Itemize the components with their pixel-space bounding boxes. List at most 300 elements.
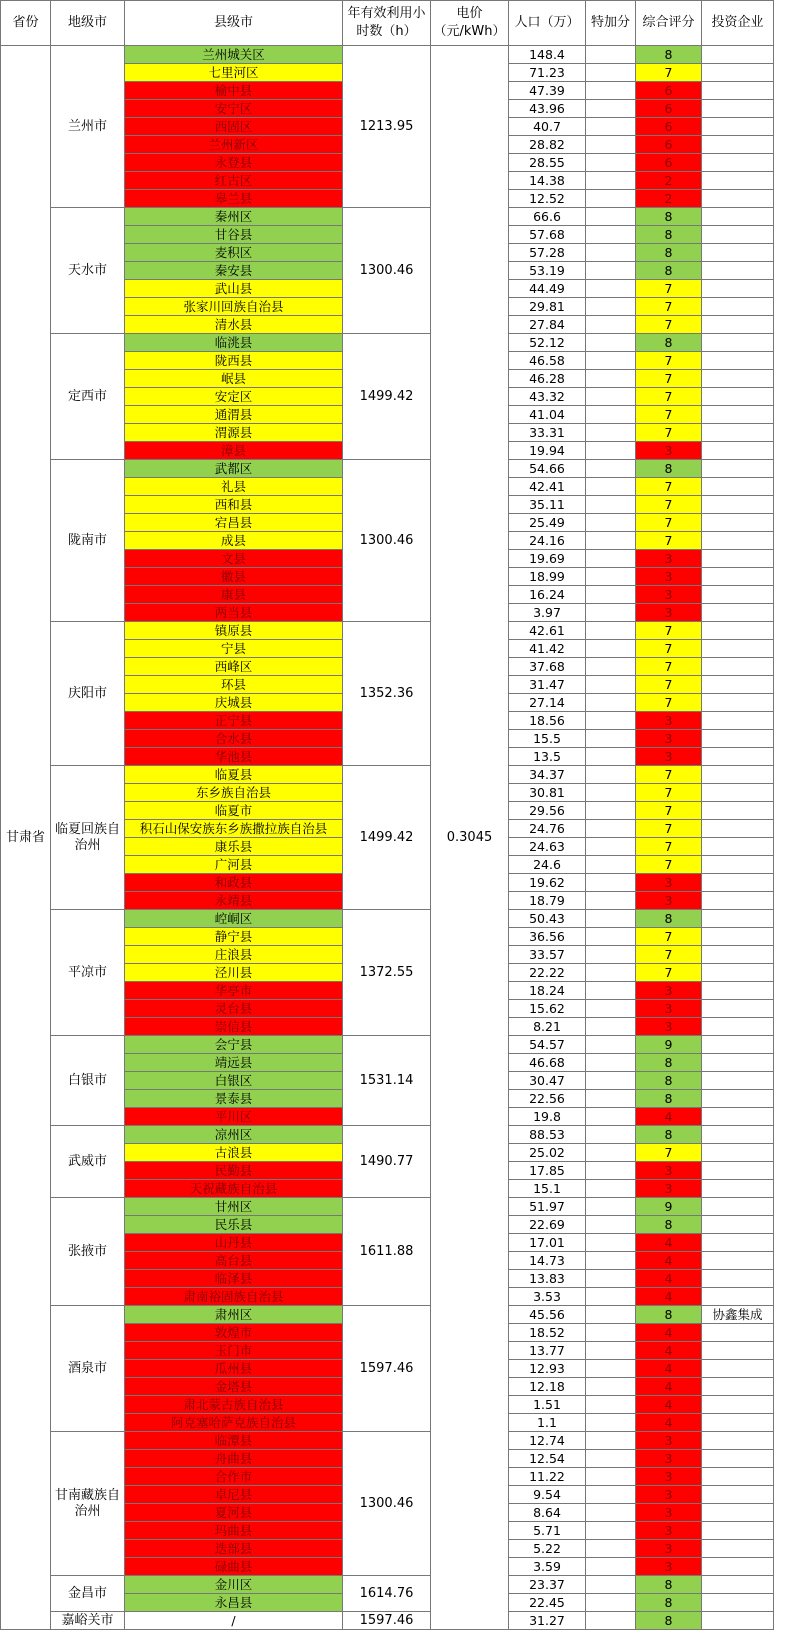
hours-cell: 1352.36 xyxy=(343,622,431,766)
county-cell: 白银区 xyxy=(125,1072,343,1090)
population-cell: 66.6 xyxy=(509,208,586,226)
population-cell: 71.23 xyxy=(509,64,586,82)
company-cell xyxy=(702,1072,774,1090)
bonus-cell xyxy=(586,424,636,442)
hours-cell: 1499.42 xyxy=(343,766,431,910)
population-cell: 54.66 xyxy=(509,460,586,478)
population-cell: 33.57 xyxy=(509,946,586,964)
bonus-cell xyxy=(586,892,636,910)
county-cell: 康县 xyxy=(125,586,343,604)
score-cell: 7 xyxy=(636,694,702,712)
county-cell: 宕昌县 xyxy=(125,514,343,532)
county-cell: 礼县 xyxy=(125,478,343,496)
county-cell: 西固区 xyxy=(125,118,343,136)
bonus-cell xyxy=(586,1162,636,1180)
score-cell: 7 xyxy=(636,388,702,406)
bonus-cell xyxy=(586,1522,636,1540)
company-cell xyxy=(702,280,774,298)
bonus-cell xyxy=(586,1054,636,1072)
population-cell: 15.62 xyxy=(509,1000,586,1018)
population-cell: 5.71 xyxy=(509,1522,586,1540)
bonus-cell xyxy=(586,838,636,856)
score-cell: 2 xyxy=(636,190,702,208)
bonus-cell xyxy=(586,64,636,82)
company-cell xyxy=(702,1198,774,1216)
company-cell xyxy=(702,1180,774,1198)
bonus-cell xyxy=(586,1216,636,1234)
score-cell: 7 xyxy=(636,622,702,640)
bonus-cell xyxy=(586,208,636,226)
company-cell xyxy=(702,550,774,568)
bonus-cell xyxy=(586,1252,636,1270)
bonus-cell xyxy=(586,1486,636,1504)
county-cell: 秦安县 xyxy=(125,262,343,280)
bonus-cell xyxy=(586,802,636,820)
company-cell xyxy=(702,316,774,334)
population-cell: 148.4 xyxy=(509,46,586,64)
company-cell xyxy=(702,1090,774,1108)
bonus-cell xyxy=(586,1270,636,1288)
county-cell: 泾川县 xyxy=(125,964,343,982)
city-cell: 陇南市 xyxy=(51,460,125,622)
score-cell: 8 xyxy=(636,208,702,226)
score-cell: 2 xyxy=(636,172,702,190)
county-cell: 山丹县 xyxy=(125,1234,343,1252)
population-cell: 22.56 xyxy=(509,1090,586,1108)
bonus-cell xyxy=(586,1234,636,1252)
bonus-cell xyxy=(586,874,636,892)
company-cell xyxy=(702,568,774,586)
county-cell: 崆峒区 xyxy=(125,910,343,928)
company-cell xyxy=(702,460,774,478)
bonus-cell xyxy=(586,316,636,334)
county-cell: 靖远县 xyxy=(125,1054,343,1072)
population-cell: 43.32 xyxy=(509,388,586,406)
population-cell: 31.27 xyxy=(509,1612,586,1630)
bonus-cell xyxy=(586,262,636,280)
hours-cell: 1614.76 xyxy=(343,1576,431,1612)
company-cell xyxy=(702,748,774,766)
bonus-cell xyxy=(586,982,636,1000)
score-cell: 7 xyxy=(636,928,702,946)
population-cell: 27.84 xyxy=(509,316,586,334)
bonus-cell xyxy=(586,1342,636,1360)
company-cell xyxy=(702,1054,774,1072)
city-cell: 武威市 xyxy=(51,1126,125,1198)
county-cell: 天祝藏族自治县 xyxy=(125,1180,343,1198)
bonus-cell xyxy=(586,1558,636,1576)
score-cell: 3 xyxy=(636,1468,702,1486)
table-row xyxy=(1,622,774,640)
company-cell xyxy=(702,1432,774,1450)
population-cell: 15.1 xyxy=(509,1180,586,1198)
company-cell xyxy=(702,136,774,154)
company-cell xyxy=(702,766,774,784)
score-cell: 4 xyxy=(636,1414,702,1432)
company-cell xyxy=(702,496,774,514)
county-cell: 陇西县 xyxy=(125,352,343,370)
bonus-cell xyxy=(586,694,636,712)
company-cell xyxy=(702,1414,774,1432)
score-cell: 7 xyxy=(636,316,702,334)
score-cell: 7 xyxy=(636,946,702,964)
company-cell xyxy=(702,1144,774,1162)
population-cell: 22.69 xyxy=(509,1216,586,1234)
population-cell: 12.52 xyxy=(509,190,586,208)
company-cell xyxy=(702,1108,774,1126)
county-cell: 阿克塞哈萨克族自治县 xyxy=(125,1414,343,1432)
score-cell: 3 xyxy=(636,1486,702,1504)
bonus-cell xyxy=(586,1540,636,1558)
company-cell xyxy=(702,478,774,496)
score-cell: 8 xyxy=(636,1090,702,1108)
population-cell: 11.22 xyxy=(509,1468,586,1486)
province-cell: 甘肃省 xyxy=(1,46,51,1630)
company-cell xyxy=(702,802,774,820)
bonus-cell xyxy=(586,1288,636,1306)
population-cell: 47.39 xyxy=(509,82,586,100)
county-cell: 金川区 xyxy=(125,1576,343,1594)
company-cell xyxy=(702,1360,774,1378)
county-cell: 肃南裕固族自治县 xyxy=(125,1288,343,1306)
score-cell: 6 xyxy=(636,82,702,100)
population-cell: 12.18 xyxy=(509,1378,586,1396)
hours-cell: 1531.14 xyxy=(343,1036,431,1126)
county-cell: 环县 xyxy=(125,676,343,694)
county-cell: 皋兰县 xyxy=(125,190,343,208)
bonus-cell xyxy=(586,1036,636,1054)
bonus-cell xyxy=(586,1378,636,1396)
county-cell: 庄浪县 xyxy=(125,946,343,964)
score-cell: 7 xyxy=(636,658,702,676)
bonus-cell xyxy=(586,82,636,100)
population-cell: 50.43 xyxy=(509,910,586,928)
bonus-cell xyxy=(586,1432,636,1450)
county-cell: 积石山保安族东乡族撒拉族自治县 xyxy=(125,820,343,838)
population-cell: 33.31 xyxy=(509,424,586,442)
company-cell xyxy=(702,1126,774,1144)
bonus-cell xyxy=(586,1360,636,1378)
table-row xyxy=(1,46,774,64)
county-cell: 肃北蒙古族自治县 xyxy=(125,1396,343,1414)
bonus-cell xyxy=(586,1072,636,1090)
county-cell: 武都区 xyxy=(125,460,343,478)
score-cell: 3 xyxy=(636,1180,702,1198)
city-cell: 张掖市 xyxy=(51,1198,125,1306)
county-cell: 华池县 xyxy=(125,748,343,766)
bonus-cell xyxy=(586,532,636,550)
population-cell: 13.5 xyxy=(509,748,586,766)
score-cell: 8 xyxy=(636,1216,702,1234)
header-price: 电价（元/kWh） xyxy=(431,1,509,46)
bonus-cell xyxy=(586,172,636,190)
population-cell: 31.47 xyxy=(509,676,586,694)
company-cell xyxy=(702,1540,774,1558)
company-cell xyxy=(702,658,774,676)
county-cell: 玉门市 xyxy=(125,1342,343,1360)
population-cell: 13.83 xyxy=(509,1270,586,1288)
county-cell: 东乡族自治县 xyxy=(125,784,343,802)
score-cell: 9 xyxy=(636,1036,702,1054)
score-cell: 7 xyxy=(636,280,702,298)
company-cell xyxy=(702,1522,774,1540)
company-cell xyxy=(702,1018,774,1036)
county-cell: 夏河县 xyxy=(125,1504,343,1522)
population-cell: 17.01 xyxy=(509,1234,586,1252)
hours-cell: 1611.88 xyxy=(343,1198,431,1306)
score-cell: 4 xyxy=(636,1378,702,1396)
county-cell: 张家川回族自治县 xyxy=(125,298,343,316)
company-cell xyxy=(702,604,774,622)
score-cell: 8 xyxy=(636,460,702,478)
population-cell: 22.22 xyxy=(509,964,586,982)
score-cell: 7 xyxy=(636,838,702,856)
bonus-cell xyxy=(586,298,636,316)
score-cell: 3 xyxy=(636,748,702,766)
score-cell: 4 xyxy=(636,1108,702,1126)
company-cell xyxy=(702,712,774,730)
company-cell xyxy=(702,1000,774,1018)
bonus-cell xyxy=(586,1414,636,1432)
company-cell xyxy=(702,694,774,712)
table-row xyxy=(1,1036,774,1054)
population-cell: 24.63 xyxy=(509,838,586,856)
table-row xyxy=(1,1198,774,1216)
table-row xyxy=(1,1576,774,1594)
bonus-cell xyxy=(586,118,636,136)
population-cell: 19.8 xyxy=(509,1108,586,1126)
header-bonus: 特加分 xyxy=(586,1,636,46)
county-cell: 正宁县 xyxy=(125,712,343,730)
company-cell xyxy=(702,334,774,352)
company-cell xyxy=(702,1468,774,1486)
bonus-cell xyxy=(586,1144,636,1162)
bonus-cell xyxy=(586,1198,636,1216)
bonus-cell xyxy=(586,784,636,802)
company-cell xyxy=(702,892,774,910)
bonus-cell xyxy=(586,1612,636,1630)
hours-cell: 1300.46 xyxy=(343,460,431,622)
county-cell: / xyxy=(125,1612,343,1630)
bonus-cell xyxy=(586,1396,636,1414)
company-cell xyxy=(702,730,774,748)
county-cell: 清水县 xyxy=(125,316,343,334)
population-cell: 29.81 xyxy=(509,298,586,316)
population-cell: 37.68 xyxy=(509,658,586,676)
company-cell xyxy=(702,928,774,946)
population-cell: 18.52 xyxy=(509,1324,586,1342)
company-cell xyxy=(702,388,774,406)
population-cell: 13.77 xyxy=(509,1342,586,1360)
population-cell: 27.14 xyxy=(509,694,586,712)
bonus-cell xyxy=(586,586,636,604)
city-cell: 临夏回族自治州 xyxy=(51,766,125,910)
score-cell: 4 xyxy=(636,1270,702,1288)
county-cell: 徽县 xyxy=(125,568,343,586)
county-cell: 合作市 xyxy=(125,1468,343,1486)
bonus-cell xyxy=(586,388,636,406)
city-cell: 酒泉市 xyxy=(51,1306,125,1432)
county-cell: 民勤县 xyxy=(125,1162,343,1180)
population-cell: 18.99 xyxy=(509,568,586,586)
county-cell: 红古区 xyxy=(125,172,343,190)
score-cell: 3 xyxy=(636,1000,702,1018)
company-cell xyxy=(702,1486,774,1504)
bonus-cell xyxy=(586,964,636,982)
score-cell: 8 xyxy=(636,46,702,64)
company-cell xyxy=(702,586,774,604)
city-cell: 定西市 xyxy=(51,334,125,460)
county-cell: 灵台县 xyxy=(125,1000,343,1018)
population-cell: 18.79 xyxy=(509,892,586,910)
bonus-cell xyxy=(586,856,636,874)
bonus-cell xyxy=(586,442,636,460)
population-cell: 42.61 xyxy=(509,622,586,640)
company-cell xyxy=(702,46,774,64)
company-cell: 协鑫集成 xyxy=(702,1306,774,1324)
score-cell: 8 xyxy=(636,244,702,262)
county-cell: 通渭县 xyxy=(125,406,343,424)
score-cell: 8 xyxy=(636,1612,702,1630)
company-cell xyxy=(702,1558,774,1576)
county-cell: 高台县 xyxy=(125,1252,343,1270)
bonus-cell xyxy=(586,100,636,118)
score-cell: 7 xyxy=(636,406,702,424)
bonus-cell xyxy=(586,1090,636,1108)
table-body xyxy=(1,46,774,1630)
score-cell: 7 xyxy=(636,640,702,658)
county-cell: 七里河区 xyxy=(125,64,343,82)
company-cell xyxy=(702,1288,774,1306)
county-cell: 迭部县 xyxy=(125,1540,343,1558)
population-cell: 41.42 xyxy=(509,640,586,658)
company-cell xyxy=(702,946,774,964)
county-cell: 金塔县 xyxy=(125,1378,343,1396)
score-cell: 6 xyxy=(636,154,702,172)
score-cell: 8 xyxy=(636,262,702,280)
population-cell: 45.56 xyxy=(509,1306,586,1324)
header-city: 地级市 xyxy=(51,1,125,46)
bonus-cell xyxy=(586,910,636,928)
header-score: 综合评分 xyxy=(636,1,702,46)
score-cell: 8 xyxy=(636,910,702,928)
hours-cell: 1499.42 xyxy=(343,334,431,460)
population-cell: 19.69 xyxy=(509,550,586,568)
bonus-cell xyxy=(586,730,636,748)
score-cell: 7 xyxy=(636,352,702,370)
bonus-cell xyxy=(586,1576,636,1594)
county-cell: 玛曲县 xyxy=(125,1522,343,1540)
table-row xyxy=(1,766,774,784)
header-population: 人口（万） xyxy=(509,1,586,46)
bonus-cell xyxy=(586,766,636,784)
city-cell: 甘南藏族自治州 xyxy=(51,1432,125,1576)
population-cell: 51.97 xyxy=(509,1198,586,1216)
company-cell xyxy=(702,298,774,316)
county-cell: 永登县 xyxy=(125,154,343,172)
population-cell: 53.19 xyxy=(509,262,586,280)
county-cell: 两当县 xyxy=(125,604,343,622)
population-cell: 8.21 xyxy=(509,1018,586,1036)
header-row xyxy=(1,1,774,46)
bonus-cell xyxy=(586,1126,636,1144)
county-cell: 瓜州县 xyxy=(125,1360,343,1378)
bonus-cell xyxy=(586,280,636,298)
bonus-cell xyxy=(586,658,636,676)
city-cell: 平凉市 xyxy=(51,910,125,1036)
score-cell: 3 xyxy=(636,1162,702,1180)
score-cell: 3 xyxy=(636,1558,702,1576)
hours-cell: 1597.46 xyxy=(343,1306,431,1432)
county-cell: 民乐县 xyxy=(125,1216,343,1234)
population-cell: 35.11 xyxy=(509,496,586,514)
bonus-cell xyxy=(586,640,636,658)
score-cell: 7 xyxy=(636,820,702,838)
table-row xyxy=(1,208,774,226)
county-cell: 麦积区 xyxy=(125,244,343,262)
score-cell: 4 xyxy=(636,1342,702,1360)
population-cell: 24.16 xyxy=(509,532,586,550)
county-cell: 渭源县 xyxy=(125,424,343,442)
bonus-cell xyxy=(586,946,636,964)
company-cell xyxy=(702,190,774,208)
company-cell xyxy=(702,1594,774,1612)
company-cell xyxy=(702,1576,774,1594)
score-cell: 3 xyxy=(636,1522,702,1540)
population-cell: 18.56 xyxy=(509,712,586,730)
bonus-cell xyxy=(586,406,636,424)
bonus-cell xyxy=(586,370,636,388)
county-cell: 敦煌市 xyxy=(125,1324,343,1342)
population-cell: 46.58 xyxy=(509,352,586,370)
table-row xyxy=(1,1612,774,1630)
score-cell: 6 xyxy=(636,100,702,118)
population-cell: 40.7 xyxy=(509,118,586,136)
score-cell: 8 xyxy=(636,1576,702,1594)
score-cell: 7 xyxy=(636,370,702,388)
population-cell: 28.82 xyxy=(509,136,586,154)
score-cell: 6 xyxy=(636,118,702,136)
county-cell: 平川区 xyxy=(125,1108,343,1126)
score-cell: 4 xyxy=(636,1324,702,1342)
population-cell: 14.73 xyxy=(509,1252,586,1270)
county-cell: 永昌县 xyxy=(125,1594,343,1612)
company-cell xyxy=(702,442,774,460)
population-cell: 57.68 xyxy=(509,226,586,244)
bonus-cell xyxy=(586,748,636,766)
population-cell: 18.24 xyxy=(509,982,586,1000)
score-cell: 7 xyxy=(636,424,702,442)
city-cell: 天水市 xyxy=(51,208,125,334)
county-cell: 秦州区 xyxy=(125,208,343,226)
bonus-cell xyxy=(586,352,636,370)
county-cell: 临夏县 xyxy=(125,766,343,784)
county-cell: 西峰区 xyxy=(125,658,343,676)
population-cell: 24.6 xyxy=(509,856,586,874)
score-cell: 4 xyxy=(636,1360,702,1378)
company-cell xyxy=(702,82,774,100)
score-cell: 4 xyxy=(636,1234,702,1252)
score-cell: 3 xyxy=(636,1540,702,1558)
county-cell: 兰州城关区 xyxy=(125,46,343,64)
population-cell: 15.5 xyxy=(509,730,586,748)
score-cell: 3 xyxy=(636,712,702,730)
score-cell: 4 xyxy=(636,1252,702,1270)
population-cell: 28.55 xyxy=(509,154,586,172)
population-cell: 14.38 xyxy=(509,172,586,190)
bonus-cell xyxy=(586,1306,636,1324)
company-cell xyxy=(702,910,774,928)
